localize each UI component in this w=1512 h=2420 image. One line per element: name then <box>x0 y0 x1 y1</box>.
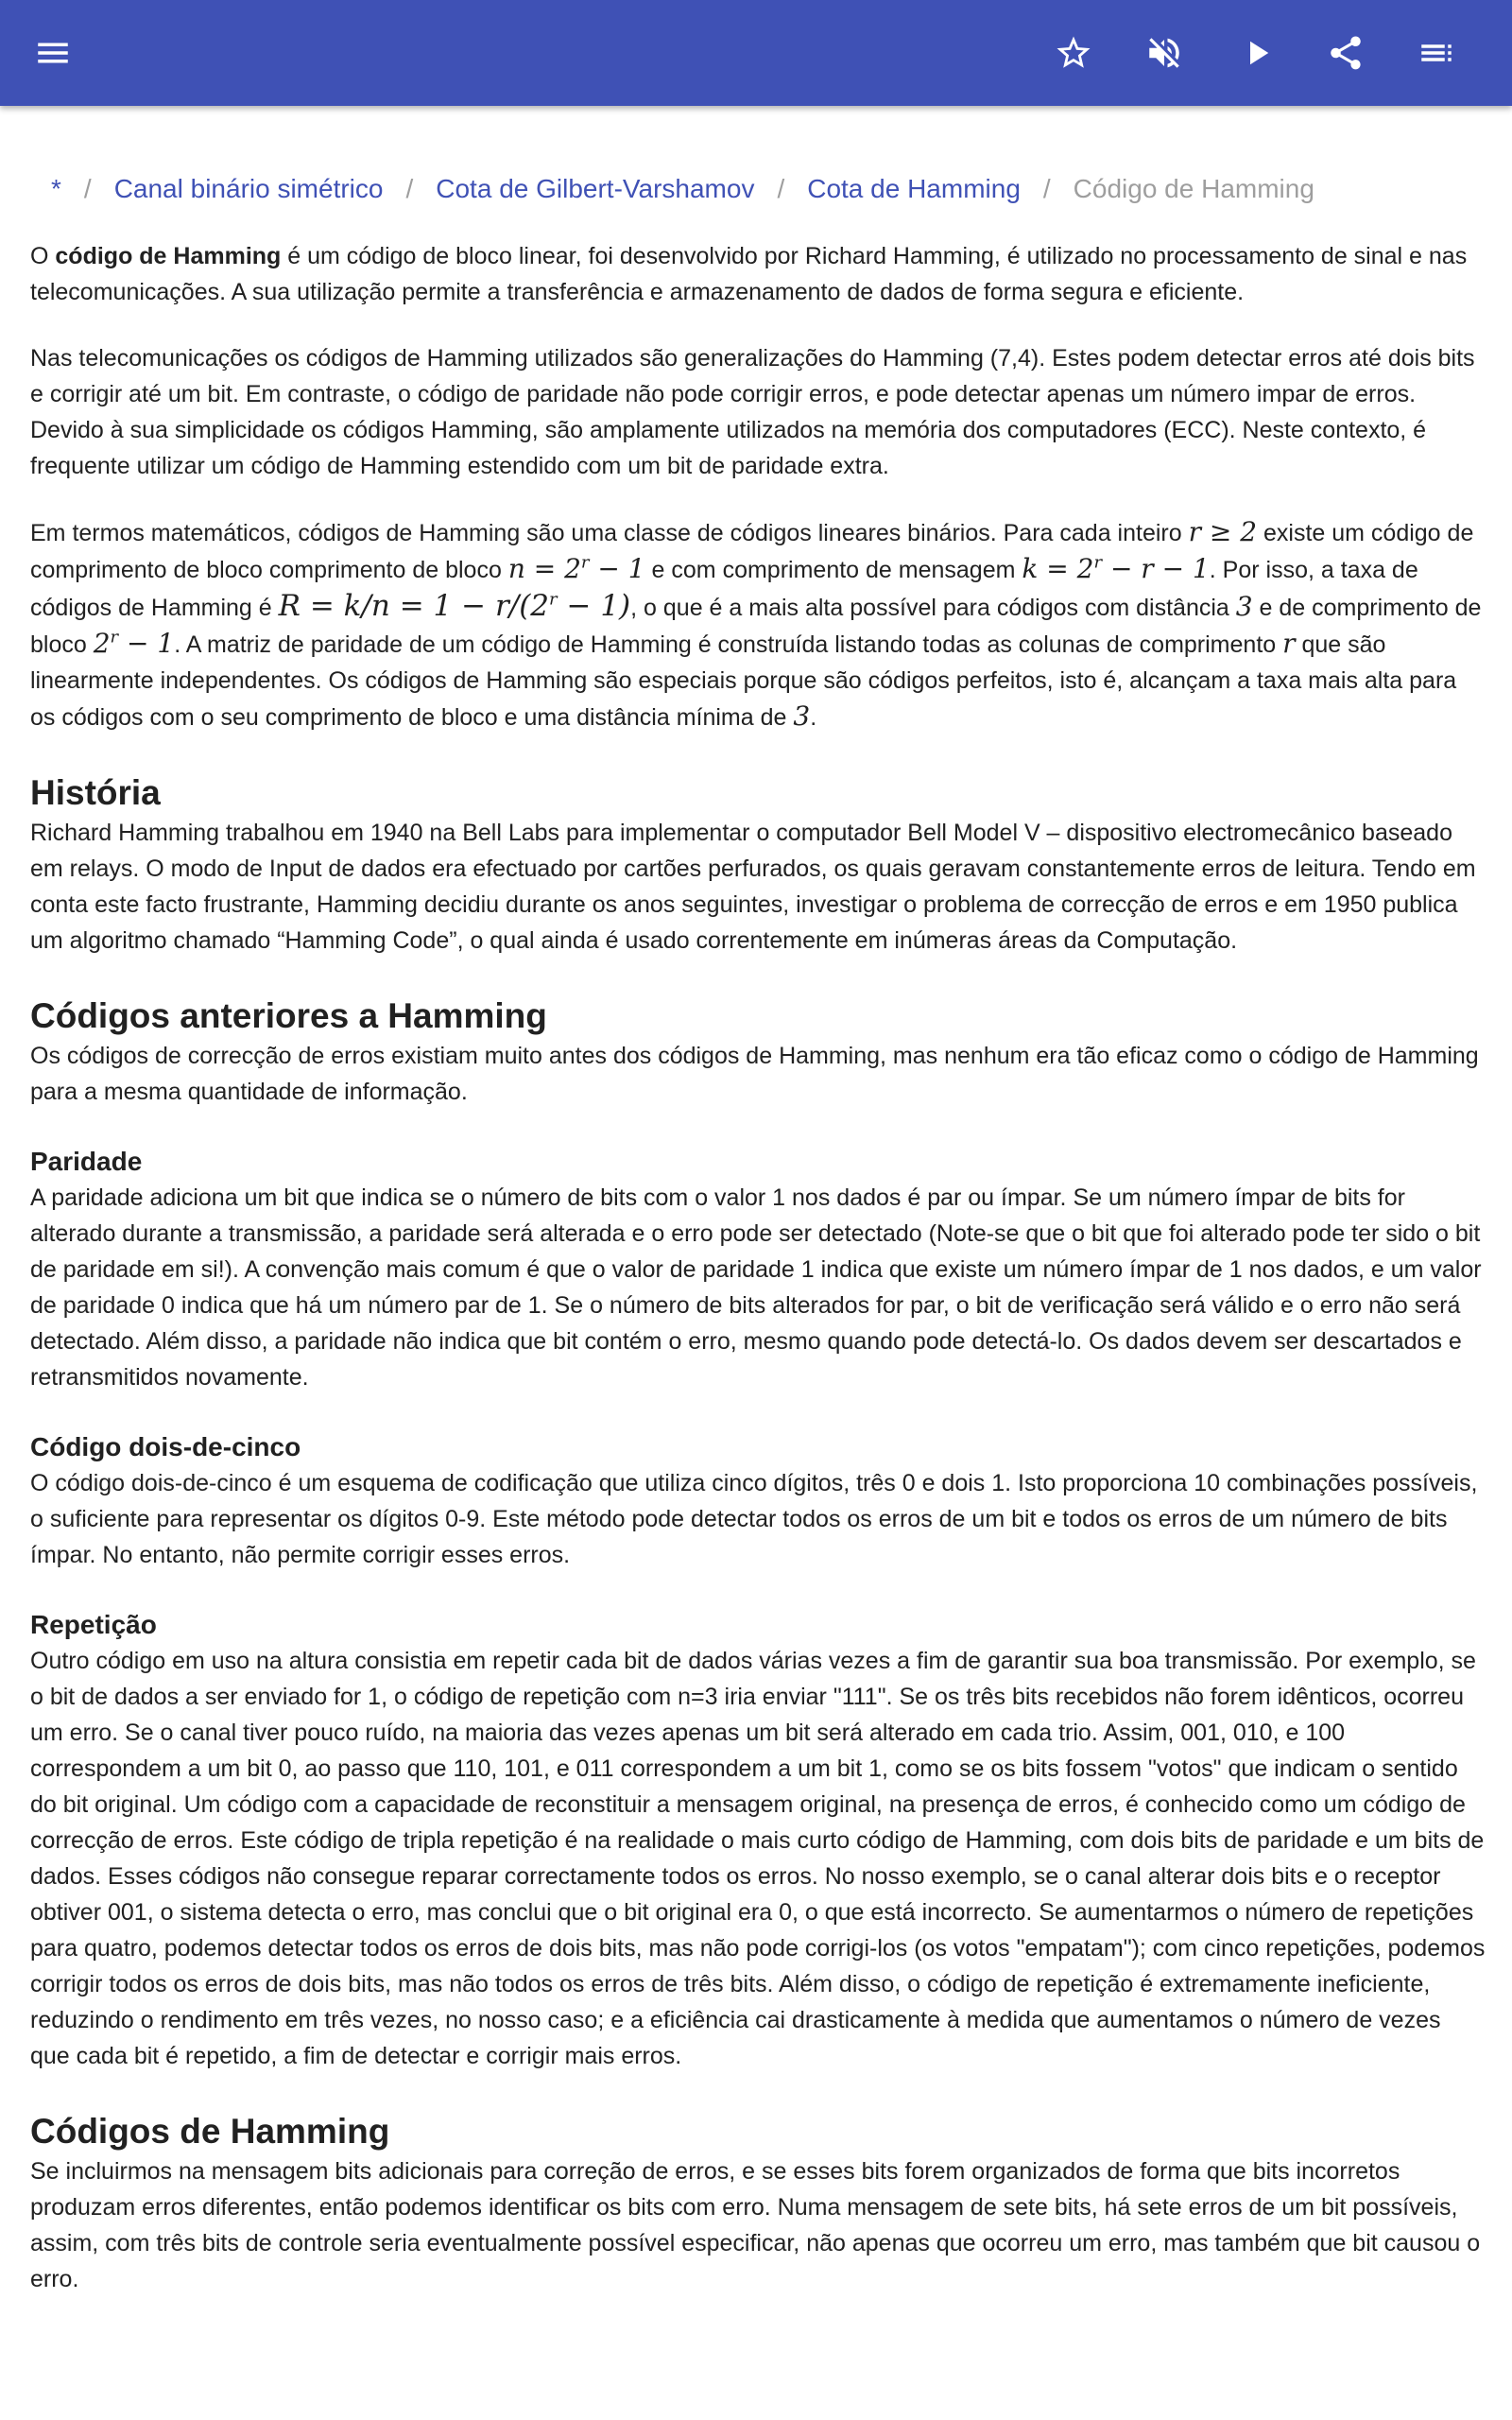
math-sup: r <box>110 627 119 648</box>
subsection-heading-repeticao: Repetição <box>30 1610 157 1639</box>
math-formula: r <box>1282 628 1296 659</box>
text: , o que é a mais alta possível para códigos com distância <box>630 595 1236 621</box>
section-heading-historia: História <box>30 773 161 812</box>
text: . A matriz de paridade de um código de Hamming é construída listando todas as colunas de comprimento <box>174 631 1283 658</box>
math-part: k = 2 <box>1022 553 1094 584</box>
intro-paragraph-2: Nas telecomunicações os códigos de Hamming utilizados são generalizações do Hamming (7,4). Estes podem detectar erros até dois bits e corrigir até um bit. Em contraste, o código de paridade não pode corrigir erros, e pode detectar apenas um número impar de erros. Devido à sua simplicidade os códigos Hamming, são amplamente utilizados na memória dos computadores (ECC). Neste contexto, é frequente utilizar um código de Hamming estendido com um bit de paridade extra. <box>30 345 1475 479</box>
section-heading-anteriores: Códigos anteriores a Hamming <box>30 996 547 1035</box>
subsection-text-paridade: A paridade adiciona um bit que indica se o número de bits com o valor 1 nos dados é par ou ímpar. Se um número ímpar de bits for alterado durante a transmissão, a paridade será alterada e o erro pode ser detectado (Note-se que o bit que foi alterado pode ter sido o bit de paridade em si!). A convenção mais comum é que o valor de paridade 1 indica que existe um número ímpar de 1 nos dados, e um valor de paridade 0 indica que há um número par de 1. Se o número de bits alterados for par, o bit de verificação será válido e o erro não será detectado. Além disso, a paridade não indica que bit contém o erro, mesmo quando pode detectá-lo. Os dados devem ser descartados e retransmitidos novamente. <box>30 1184 1482 1391</box>
subsection-text-dois-de-cinco: O código dois-de-cinco é um esquema de codificação que utiliza cinco dígitos, três 0 e dois 1. Isto proporciona 10 combinações possíveis, o suficiente para representar os dígitos 0-9. Este método pode detectar todos os erros de um bit e todos os erros de um número de bits ímpar. No entanto, não permite corrigir esses erros. <box>30 1470 1478 1568</box>
breadcrumb-item[interactable]: Cota de Gilbert-Varshamov <box>436 174 755 203</box>
article <box>30 106 1486 2297</box>
share-button[interactable] <box>1317 25 1374 81</box>
text: . <box>810 704 817 731</box>
text: e com comprimento de mensagem <box>644 557 1022 583</box>
play-icon <box>1237 33 1277 73</box>
section-text-anteriores: Os códigos de correcção de erros existiam muito antes dos códigos de Hamming, mas nenhum era tão eficaz como o código de Hamming para a mesma quantidade de informação. <box>30 1043 1479 1105</box>
math-part: 2 <box>93 628 111 659</box>
volume-off-icon <box>1144 33 1184 73</box>
menu-button[interactable] <box>25 25 81 81</box>
breadcrumb-current: Código de Hamming <box>1073 174 1314 203</box>
math-sup: r <box>580 552 590 573</box>
breadcrumb-separator: / <box>1042 174 1051 203</box>
math-formula: 3 <box>1235 591 1253 622</box>
breadcrumb-separator: / <box>777 174 785 203</box>
subsection-heading-paridade: Paridade <box>30 1147 143 1176</box>
subsection-heading-dois-de-cinco: Código dois-de-cinco <box>30 1432 301 1461</box>
math-part: − 1 <box>118 628 175 659</box>
math-sup: r <box>549 589 558 610</box>
text: . Por isso, a taxa de códigos de Hamming é <box>30 557 1418 621</box>
subsection-text-repeticao: Outro código em uso na altura consistia em repetir cada bit de dados várias vezes a fim de garantir sua boa transmissão. Por exemplo, se o bit de dados a ser enviado for 1, o código de repetição com n=3 iria enviar "111". Se os três bits recebidos não forem idênticos, ocorreu um erro. Se o canal tiver pouco ruído, na maioria das vezes apenas um bit será alterado em cada trio. Assim, 001, 010, e 100 correspondem a um bit 0, ao passo que 110, 101, e 011 correspondem a um bit 1, como se os bits fossem "votos" que indicam o sentido do bit original. Um código com a capacidade de reconstituir a mensagem original, na presença de erros, é conhecido como um código de correcção de erros. Este código de tripla repetição é na realidade o mais curto código de Hamming, com dois bits de paridade e um bits de dados. Esses códigos não consegue reparar correctamente todos os erros. No nosso exemplo, se o canal alterar dois bits e o receptor obtiver 001, o sistema detecta o erro, mas conclui que o bit original era 0, o que está incorrecto. Se aumentarmos o número de repetições para quatro, podemos detectar todos os erros de dois bits, mas não pode corrigi-los (os votos "empatam"); com cinco repetições, podemos corrigir todos os erros de dois bits, mas não todos os erros de três bits. Além disso, o código de repetição é extremamente ineficiente, reduzindo o rendimento em três vezes, no nosso caso; e a eficiência cai drasticamente à medida que aumentamos o número de vezes que cada bit é repetido, a fim de detectar e corrigir mais erros. <box>30 1648 1486 2069</box>
share-icon <box>1326 33 1366 73</box>
text: que são linearmente independentes. Os códigos de Hamming são especiais porque são códigos perfeitos, isto é, alcançam a taxa mais alta para os códigos com o seu comprimento de bloco e uma distância mínima de <box>30 631 1457 731</box>
math-part: − r − 1 <box>1102 553 1210 584</box>
intro-paragraph <box>30 238 1486 310</box>
breadcrumb-item[interactable]: Canal binário simétrico <box>113 174 384 203</box>
play-button[interactable] <box>1228 25 1285 81</box>
term-bold: código de Hamming <box>55 243 282 269</box>
math-formula <box>508 553 645 584</box>
text: é um código de bloco linear, foi desenvolvido por Richard Hamming, é utilizado no processamento de sinal e nas telecomunicações. A sua utilização permite a transferência e armazenamento de dados de forma segura e eficiente. <box>30 243 1468 305</box>
text: e de comprimento de bloco <box>30 595 1482 658</box>
breadcrumb-root[interactable]: * <box>51 174 61 203</box>
bookmark-button[interactable] <box>1045 25 1102 81</box>
section-text-historia: Richard Hamming trabalhou em 1940 na Bell Labs para implementar o computador Bell Model V – dispositivo electromecânico baseado em relays. O modo de Input de dados era efectuado por cartões perfurados, os quais geravam constantemente erros de leitura. Tendo em conta este facto frustrante, Hamming decidiu durante os anos seguintes, investigar o problema de correcção de erros e em 1950 publica um algoritmo chamado “Hamming Code”, o qual ainda é usado correntemente em inúmeras áreas da Computação. <box>30 820 1476 954</box>
math-part: − 1) <box>557 589 631 623</box>
breadcrumb-separator: / <box>83 174 92 203</box>
math-part: − 1 <box>589 553 645 584</box>
playlist-icon <box>1417 33 1456 73</box>
mute-button[interactable] <box>1136 25 1193 81</box>
contents-button[interactable] <box>1408 25 1465 81</box>
section-text-hamming: Se incluirmos na mensagem bits adicionais para correção de erros, e se esses bits forem organizados de forma que bits incorretos produzam erros diferentes, então podemos identificar os bits com erro. Numa mensagem de sete bits, há sete erros de um bit possíveis, assim, com três bits de controle seria eventualmente possível especificar, não apenas que ocorreu um erro, mas também que bit causou o erro. <box>30 2158 1481 2292</box>
math-sup: r <box>1093 552 1103 573</box>
math-formula: r ≥ 2 <box>1188 516 1258 547</box>
menu-icon <box>33 33 73 73</box>
math-paragraph <box>30 514 1486 735</box>
math-formula <box>94 628 175 659</box>
math-part: R = k/n = 1 − r/(2 <box>278 589 550 623</box>
math-part: n = 2 <box>507 553 581 584</box>
star-outline-icon <box>1054 33 1093 73</box>
text: Em termos matemáticos, códigos de Hamming são uma classe de códigos lineares binários. Para cada inteiro <box>30 520 1189 546</box>
text: O <box>30 243 56 269</box>
math-formula: 3 <box>793 700 811 732</box>
text: existe um código de comprimento de bloco comprimento de bloco <box>30 520 1474 583</box>
math-formula <box>279 589 631 623</box>
app-bar <box>0 0 1512 106</box>
section-heading-hamming: Códigos de Hamming <box>30 2112 390 2151</box>
breadcrumb-separator: / <box>405 174 414 203</box>
math-formula <box>1022 553 1209 584</box>
breadcrumb-item[interactable]: Cota de Hamming <box>807 174 1021 203</box>
breadcrumb <box>30 170 1486 208</box>
